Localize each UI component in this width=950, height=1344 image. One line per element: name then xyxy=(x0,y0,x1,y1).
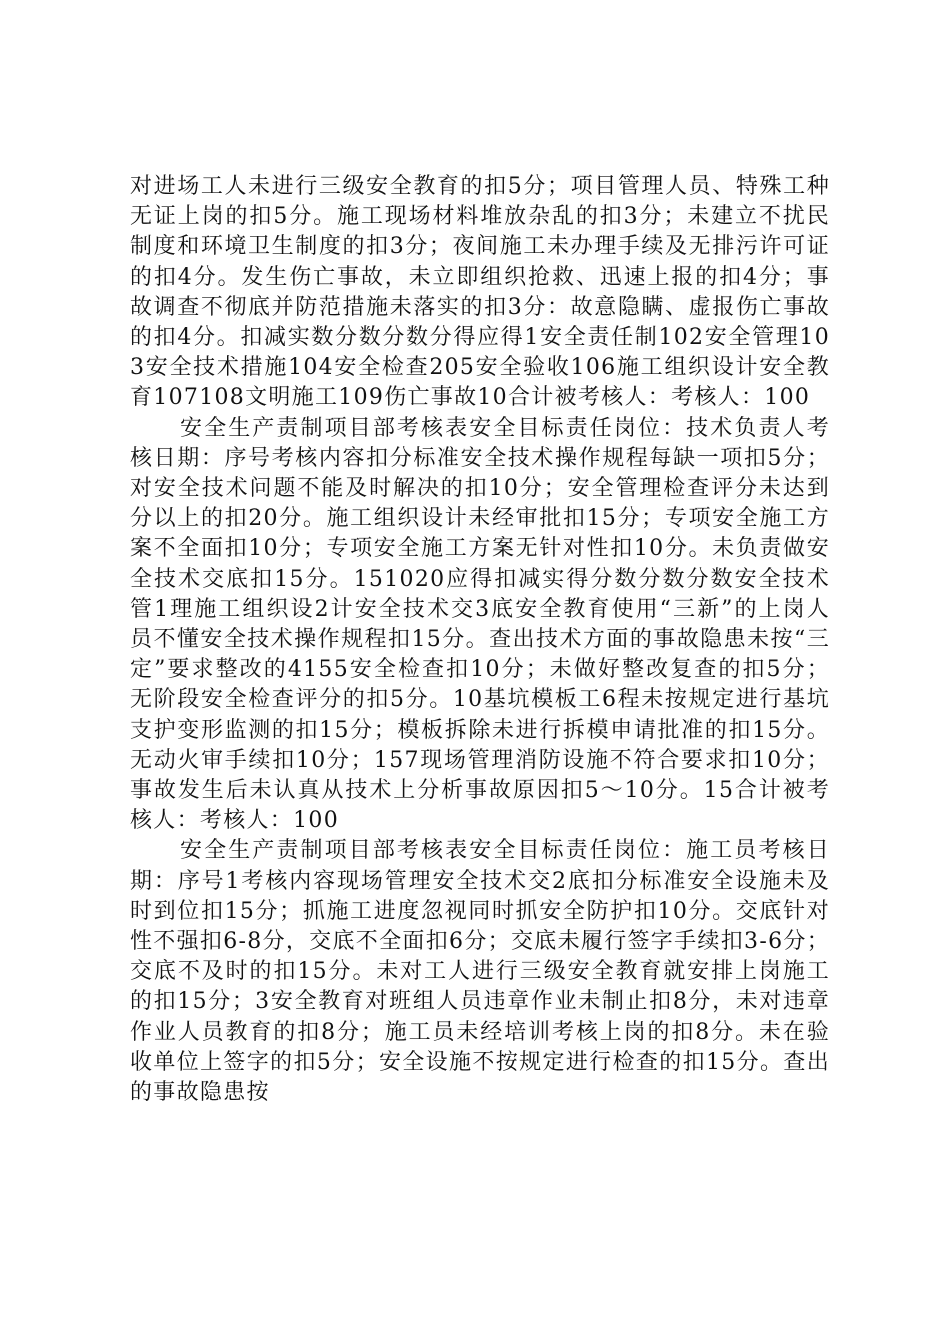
paragraph-2: 安全生产责制项目部考核表安全目标责任岗位：技术负责人考核日期：序号考核内容扣分标准安全技术操作规程每缺一项扣5分；对安全技术问题不能及时解决的扣10分；安全管理检查评分未达到分以上的扣20分。施工组织设计未经审批扣15分；专项安全施工方案不全面扣10分；专项安全施工方案无针对性扣10分。未负责做安全技术交底扣15分。151020应得扣减实得分数分数分数安全技术管1理施工组织设2计安全技术交3底安全教育使用“三新”的上岗人员不懂安全技术操作规程扣15分。查出技术方面的事故隐患未按“三定”要求整改的4155安全检查扣10分；未做好整改复查的扣5分；无阶段安全检查评分的扣5分。10基坑模板工6程未按规定进行基坑支护变形监测的扣15分；模板拆除未进行拆模申请批准的扣15分。无动火审手续扣10分；157现场管理消防设施不符合要求扣10分；事故发生后未认真从技术上分析事故原因扣5～10分。15合计被考核人：考核人：100 xyxy=(130,415,830,834)
document-page xyxy=(130,172,830,1108)
paragraph-3: 安全生产责制项目部考核表安全目标责任岗位：施工员考核日期：序号1考核内容现场管理安全技术交2底扣分标准安全设施未及时到位扣15分；抓施工进度忽视同时抓安全防护扣10分。交底针对性不强扣6-8分，交底不全面扣6分；交底未履行签字手续扣3-6分；交底不及时的扣15分。未对工人进行三级安全教育就安排上岗施工的扣15分；3安全教育对班组人员违章作业未制止扣8分，未对违章作业人员教育的扣8分；施工员未经培训考核上岗的扣8分。未在验收单位上签字的扣5分；安全设施不按规定进行检查的扣15分。查出的事故隐患按 xyxy=(130,838,830,1106)
paragraph-1: 对进场工人未进行三级安全教育的扣5分；项目管理人员、特殊工种无证上岗的扣5分。施工现场材料堆放杂乱的扣3分；未建立不扰民制度和环境卫生制度的扣3分；夜间施工未办理手续及无排污许可证的扣4分。发生伤亡事故，未立即组织抢救、迅速上报的扣4分；事故调查不彻底并防范措施未落实的扣3分：故意隐瞒、虚报伤亡事故的扣4分。扣减实数分数分数分得应得1安全责任制102安全管理103安全技术措施104安全检查205安全验收106施工组织设计安全教育107108文明施工109伤亡事故10合计被考核人：考核人：100 xyxy=(130,174,830,411)
